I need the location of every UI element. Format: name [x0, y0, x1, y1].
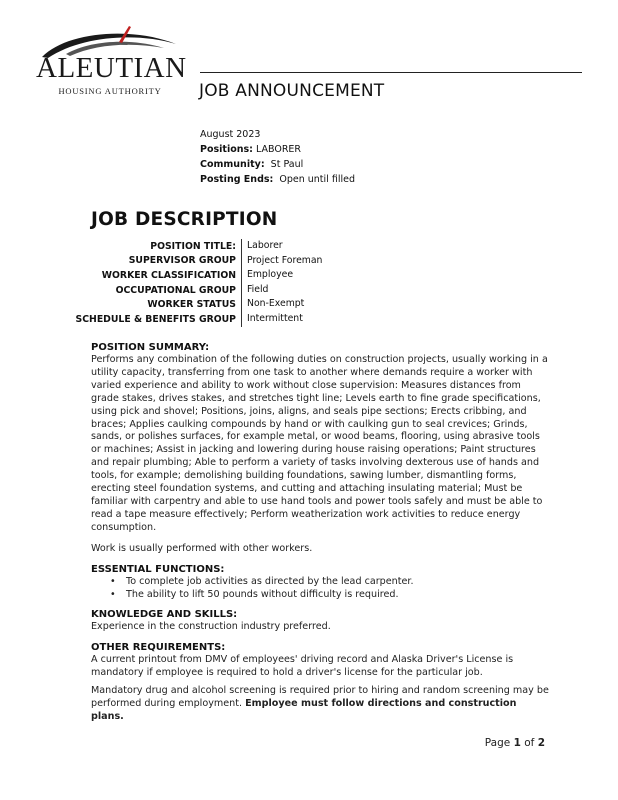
- of-word: of: [524, 737, 535, 749]
- list-item: • The ability to lift 50 pounds without difficulty is required.: [126, 589, 551, 602]
- meta-positions: [200, 142, 355, 157]
- posting-ends-label: Posting Ends:: [200, 174, 274, 185]
- info-value: Field: [241, 283, 268, 298]
- community-label: Community:: [200, 159, 265, 170]
- info-row: [70, 283, 470, 298]
- work-note-text: Work is usually performed with other workers.: [91, 542, 313, 554]
- document-body: [91, 342, 551, 724]
- meta-community: [200, 157, 355, 172]
- info-label: SCHEDULE & BENEFITS GROUP: [75, 313, 236, 325]
- knowledge-skills-text: Experience in the construction industry preferred.: [91, 621, 331, 633]
- job-description-heading: JOB DESCRIPTION: [91, 209, 278, 230]
- list-item: • To complete job activities as directed by the lead carpenter.: [126, 576, 551, 589]
- positions-value: LABORER: [255, 144, 302, 155]
- announcement-meta: [200, 127, 355, 187]
- info-row: [70, 254, 470, 269]
- positions-label: Positions:: [200, 144, 253, 155]
- info-value: Employee: [241, 268, 293, 283]
- page-word: Page: [484, 737, 511, 749]
- info-row: [70, 268, 470, 283]
- screening-bold: Employee must follow directions and construction plans.: [91, 698, 517, 722]
- info-label: WORKER CLASSIFICATION: [101, 269, 236, 281]
- info-row: [70, 297, 470, 312]
- meta-posting-ends: [200, 172, 355, 187]
- page-current: 1: [513, 737, 521, 749]
- info-value: Non-Exempt: [241, 297, 304, 312]
- info-label: OCCUPATIONAL GROUP: [115, 284, 236, 296]
- info-label: SUPERVISOR GROUP: [128, 255, 236, 267]
- info-label: POSITION TITLE:: [150, 240, 236, 252]
- info-row: [70, 239, 470, 254]
- other-requirements-heading: OTHER REQUIREMENTS:: [91, 642, 226, 654]
- community-value: St Paul: [270, 159, 304, 170]
- info-label: WORKER STATUS: [147, 299, 236, 311]
- job-info-table: [70, 239, 470, 327]
- screening-plain: Mandatory drug and alcohol screening is required prior to hiring and random screening may be performed during employment.: [91, 685, 549, 710]
- header-rule: [200, 72, 582, 73]
- info-value: Project Foreman: [241, 254, 322, 269]
- essential-functions-heading: ESSENTIAL FUNCTIONS:: [91, 563, 225, 575]
- logo-wordmark: ALEUTIAN: [36, 52, 187, 84]
- info-row: [70, 312, 470, 327]
- knowledge-skills-heading: KNOWLEDGE AND SKILLS:: [91, 609, 238, 621]
- info-value: Intermittent: [241, 312, 303, 327]
- page-number: [485, 737, 545, 749]
- logo-subtitle: HOUSING AUTHORITY: [58, 86, 162, 96]
- position-summary-heading: POSITION SUMMARY:: [91, 342, 210, 353]
- essential-functions-list: [91, 576, 551, 602]
- screening-text: [91, 685, 551, 724]
- posting-ends-value: Open until filled: [279, 174, 355, 185]
- meta-date: August 2023: [200, 129, 261, 140]
- info-value: Laborer: [241, 239, 283, 254]
- other-requirements-text: A current printout from DMV of employees' driving record and Alaska Driver's License is mandatory if employee is required to hold a driver's license for the particular job.: [91, 654, 514, 679]
- page-total: 2: [537, 737, 545, 749]
- aleutian-logo: [36, 24, 186, 94]
- position-summary-text: Performs any combination of the following duties on construction projects, usually working in a utility capacity, transferring from one task to another where demands require a worker with varied experience and ability to work without close supervision: Measures distances from grade stakes, drives stakes, and stretches tight line; Levels earth to fine grade specifications, using pick and shovel; Positions, joins, aligns, and seals pipe sections; Erects cribbing, and braces; Applies caulking compounds by hand or with caulking gun to seal crevices; Grinds, sands, or polishes surfaces, for example metal, or wood beams, flooring, using abrasive tools or machines; Assist in jacking and lowering during house raising operations; Paint structures and repair plumbing; Able to perform a variety of tasks involving dexterous use of hands and tools, for example; demolishing building foundations, sawing lumber, dismantling forms, erecting steel foundation systems, and cutting and attaching insulating material; Must be familiar with carpentry and able to use hand tools and power tools safely and must be able to read a tape measure effectively; Perform weatherization work activities to reduce energy consumption.: [91, 354, 548, 533]
- announcement-title: JOB ANNOUNCEMENT: [199, 81, 385, 101]
